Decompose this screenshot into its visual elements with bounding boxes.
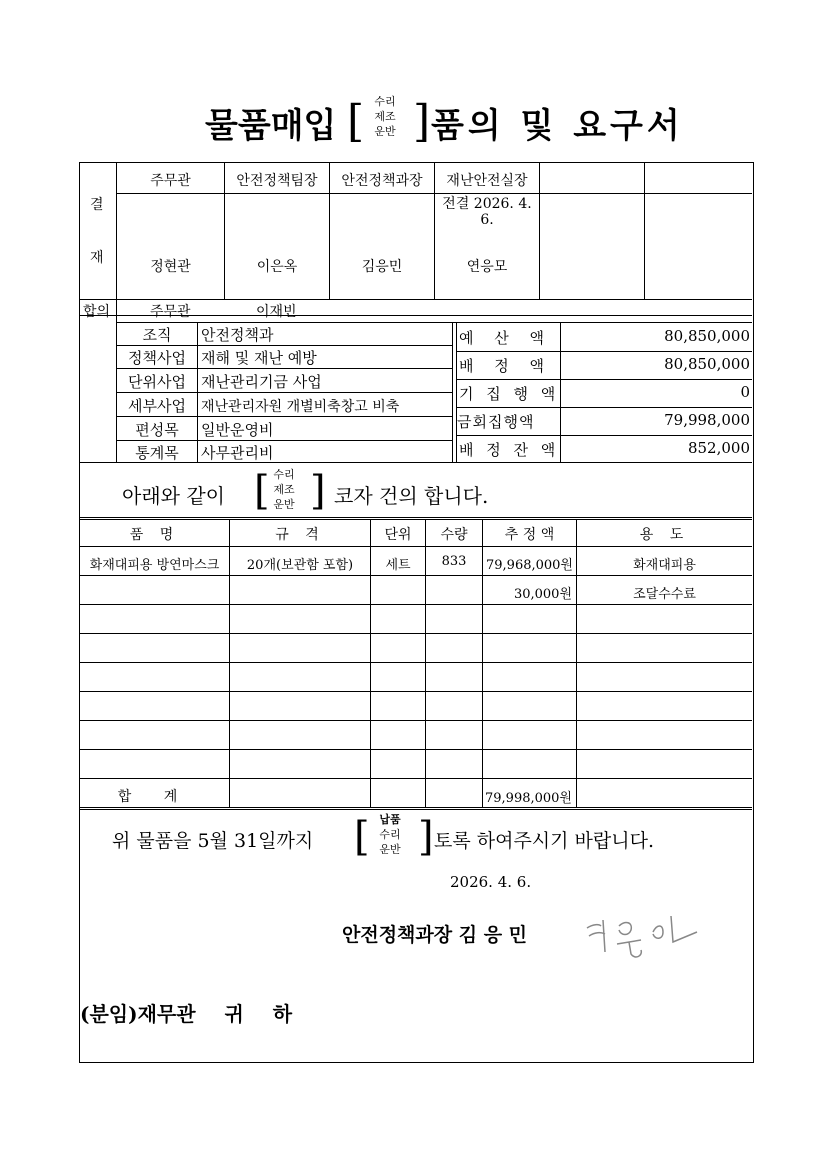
budget-value: 재난관리자원 개별비축창고 비축: [201, 399, 400, 415]
column-header: 규 격: [275, 527, 325, 543]
budget-amount: 0: [740, 383, 750, 401]
budget-label: 편성목: [135, 421, 179, 439]
table-cell: 화재대피용: [633, 558, 696, 573]
budget-label: 조직: [142, 326, 172, 344]
budget-label: 정책사업: [128, 349, 186, 367]
title-options: 수리 제조 운반: [374, 95, 396, 138]
approval-position: 주무관: [150, 173, 191, 189]
approval-position: 재난안전실장: [446, 173, 528, 189]
approver-name: 정현관: [150, 259, 191, 275]
delegation-note: 전결 2026. 4. 6.: [442, 196, 532, 228]
budget-value: 일반운영비: [201, 421, 274, 439]
request-after: 코자 건의 합니다.: [334, 484, 489, 508]
approver-name: 이은옥: [256, 259, 298, 275]
budget-amount: 852,000: [687, 439, 750, 457]
column-header: 단위: [384, 527, 412, 543]
budget-value: 사무관리비: [201, 444, 274, 462]
budget-value: 재난관리기금 사업: [201, 373, 322, 391]
recipient: (분임)재무관 귀 하: [80, 1002, 293, 1026]
budget-amount-label: 예 산 액: [459, 329, 553, 347]
budget-amount: 80,850,000: [664, 355, 750, 373]
table-cell: 30,000원: [513, 587, 572, 602]
table-cell: 화재대피용 방연마스크: [89, 558, 220, 573]
document-title: 물품매입 [ 수리 제조 운반 ] 품의 및 요구서: [205, 95, 684, 147]
column-header: 추 정 액: [504, 527, 555, 543]
table-cell: 833: [441, 554, 467, 569]
signer-title: 안전정책과장 김 응 민: [342, 924, 528, 946]
table-cell: 20개(보관함 포함): [246, 558, 354, 573]
approver-name: 김응민: [361, 259, 403, 275]
budget-label: 세부사업: [128, 397, 186, 415]
budget-amount-label: 배 정 액: [459, 357, 553, 375]
signature-image: [579, 902, 703, 962]
approval-label-bottom: 재: [90, 250, 104, 266]
budget-amount-label: 기 집 행 액: [459, 385, 560, 403]
approval-position: 안전정책과장: [341, 173, 423, 189]
approval-label-top: 결: [90, 197, 104, 213]
delivery-after: 토록 하여주시기 바랍니다.: [434, 830, 655, 852]
total-amount: 79,998,000원: [485, 791, 572, 806]
table-cell: 조달수수료: [633, 587, 696, 602]
approval-position: 안전정책팀장: [236, 173, 318, 189]
budget-amount-label: 금회집행액: [457, 413, 535, 431]
title-part1: 물품매입: [205, 106, 337, 146]
budget-amount-label: 배 정 잔 액: [459, 441, 560, 459]
table-cell: 79,968,000원: [486, 558, 573, 573]
budget-amount: 80,850,000: [664, 327, 750, 345]
column-header: 품 명: [129, 527, 180, 543]
budget-value: 안전정책과: [201, 326, 274, 344]
request-before: 아래와 같이: [122, 484, 225, 508]
budget-label: 통계목: [135, 444, 179, 462]
delivery-before: 위 물품을 5월 31일까지: [112, 830, 314, 852]
table-cell: 세트: [385, 558, 411, 573]
column-header: 용 도: [639, 527, 690, 543]
approver-name: 연응모: [466, 259, 508, 275]
request-options: 수리 제조 운반: [273, 468, 295, 511]
total-label: 합 계: [117, 789, 192, 805]
title-part2: 품의 및 요구서: [431, 106, 684, 146]
delivery-options: 납품 수리 운반: [379, 813, 401, 856]
agreement-label: 합의: [83, 304, 111, 320]
budget-amount: 79,998,000: [664, 411, 750, 429]
agreement-position: 주무관: [150, 304, 191, 320]
column-header: 수량: [440, 527, 468, 543]
document-date: 2026. 4. 6.: [450, 873, 532, 891]
agreement-name: 이재빈: [256, 304, 297, 320]
budget-value: 재해 및 재난 예방: [201, 349, 317, 367]
budget-label: 단위사업: [128, 373, 186, 391]
